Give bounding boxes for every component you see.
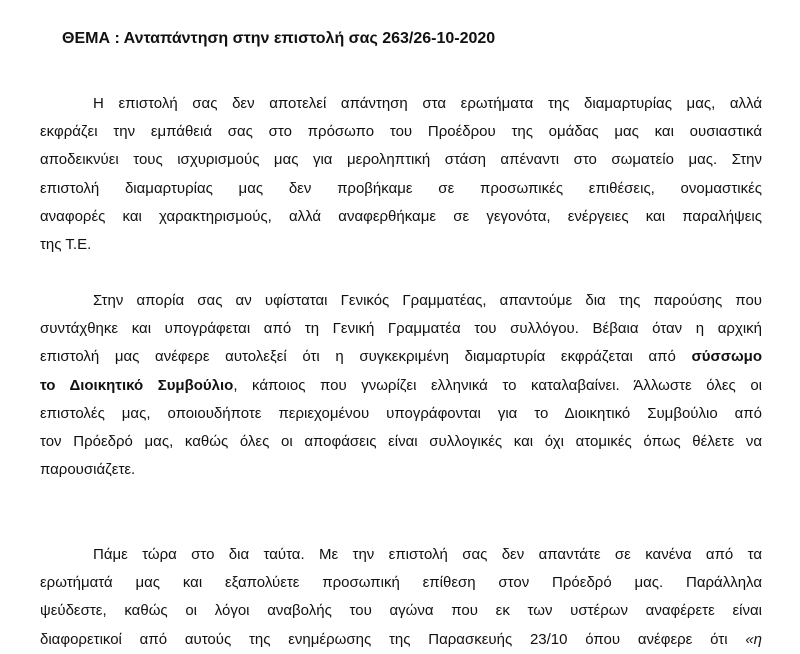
text-run: Η επιστολή σας δεν αποτελεί απάντηση στα ερωτήματα της διαμαρτυρίας μας, αλλά [93,95,762,112]
text-line [40,597,762,625]
text-run: επιστολή μας ανέφερε αυτολεξεί ότι η συγκεκριμένη διαμαρτυρία εκφράζεται από [40,348,692,366]
text-line [40,569,762,597]
text-line [40,231,762,259]
paragraph-2 [40,287,762,484]
bold-text: το Διοικητικό Συμβούλιο [40,376,234,394]
text-run: ερωτήματά μας και εξαπολύετε προσωπική επίθεση στον Πρόεδρό μας. Παράλληλα [40,574,762,592]
text-run: ψεύδεστε, καθώς οι λόγοι αναβολής του αγώνα που εκ των υστέρων αναφέρετε είναι [40,602,762,620]
text-run: Στην απορία σας αν υφίσταται Γενικός Γραμματέας, απαντούμε δια της παρούσης που [93,292,762,309]
text-line [40,175,762,203]
text-run: αποδεικνύει τους ισχυρισμούς μας για μεροληπτική στάση απέναντι στο σωματείο μας. Στην [40,151,762,169]
text-line [40,626,762,654]
text-run: επιστολές μας, οποιουδήποτε περιεχομένου υπογράφονται για το Διοικητικό Συμβούλιο από [40,404,762,422]
text-run: συντάχθηκε και υπογράφεται από τη Γενική Γραμματέα του συλλόγου. Βέβαια όταν η αρχική [40,320,762,338]
text-line [40,146,762,174]
text-line [40,118,762,146]
text-run: διαφορετικοί από αυτούς της ενημέρωσης της Παρασκευής 23/10 όπου ανέφερε ότι [40,630,746,648]
text-run: παρουσιάζετε. [40,461,136,479]
text-line [40,203,762,231]
text-run: , κάποιος που γνωρίζει ελληνικά το καταλαβαίνει. Άλλωστε όλες οι [233,376,762,394]
text-line [40,428,762,456]
text-run: επιστολή διαμαρτυρίας μας δεν προβήκαμε σε προσωπικές επιθέσεις, ονομαστικές [40,179,762,197]
paragraph-1 [40,90,762,259]
text-line [40,372,762,400]
letter-subject: ΘΕΜΑ : Ανταπάντηση στην επιστολή σας 263/26-10-2020 [62,30,496,47]
text-line [40,90,762,118]
text-run: τον Πρόεδρό μας, καθώς όλες οι αποφάσεις είναι συλλογικές και όχι ατομικές όπως θέλετε να [40,432,762,450]
text-run: Πάμε τώρα στο δια ταύτα. Με την επιστολή σας δεν απαντάτε σε κανένα από τα [93,546,762,563]
italic-text: «η [745,630,762,648]
text-run: εκφράζει την εμπάθειά σας στο πρόσωπο του Προέδρου της ομάδας μας και ουσιαστικά [40,123,762,141]
text-line [40,456,762,484]
text-line [40,287,762,315]
paragraph-3 [40,541,762,654]
text-run: αναφορές και χαρακτηρισμούς, αλλά αναφερθήκαμε σε γεγονότα, ενέργειες και παραλήψεις [40,207,762,225]
text-line [40,343,762,371]
text-line [40,541,762,569]
bold-text: σύσσωμο [691,348,762,366]
text-line [40,400,762,428]
text-run: της Τ.Ε. [40,235,92,253]
text-line [40,315,762,343]
